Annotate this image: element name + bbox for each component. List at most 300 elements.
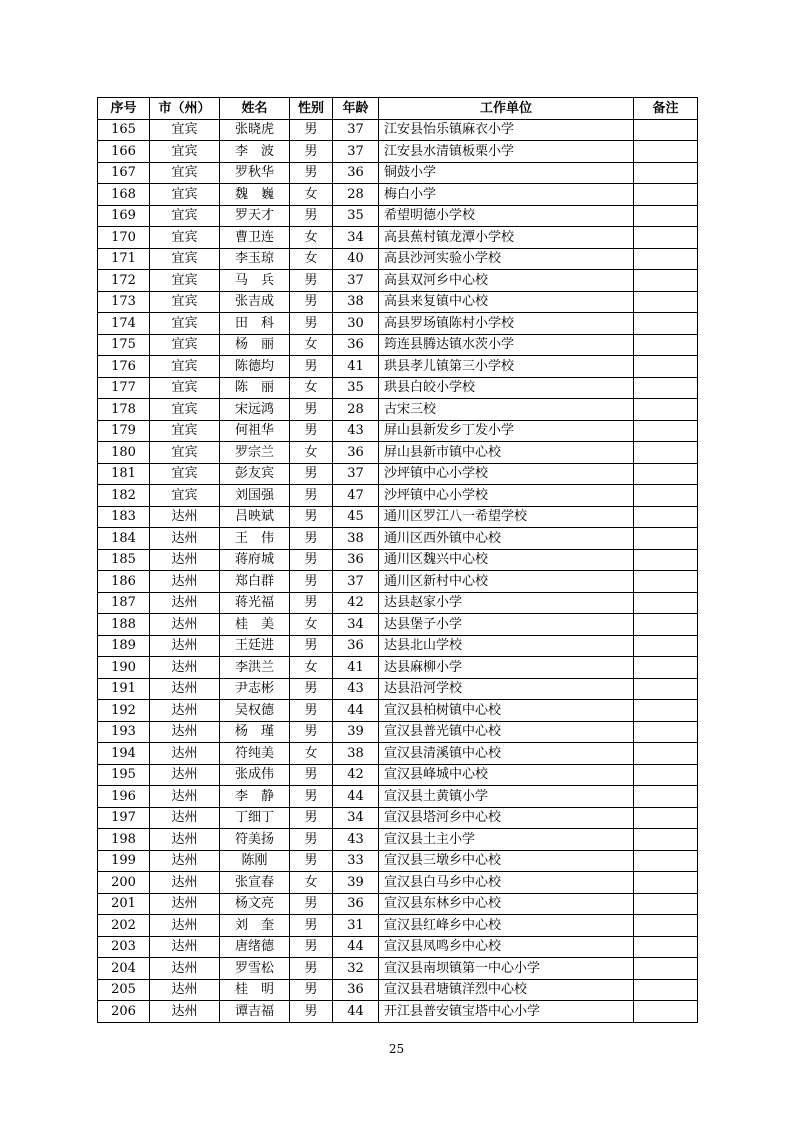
cell-remark xyxy=(634,678,698,700)
cell-unit: 高县来复镇中心校 xyxy=(379,291,634,313)
cell-gender: 女 xyxy=(290,657,333,679)
cell-gender: 男 xyxy=(290,549,333,571)
cell-remark xyxy=(634,700,698,722)
cell-age: 36 xyxy=(333,549,379,571)
cell-no: 186 xyxy=(98,571,150,593)
cell-name: 刘 奎 xyxy=(220,915,290,937)
cell-no: 196 xyxy=(98,786,150,808)
table-row xyxy=(98,614,698,636)
cell-age: 44 xyxy=(333,700,379,722)
cell-gender: 男 xyxy=(290,119,333,141)
table-row xyxy=(98,743,698,765)
cell-name: 张晓虎 xyxy=(220,119,290,141)
cell-age: 39 xyxy=(333,872,379,894)
cell-remark xyxy=(634,291,698,313)
cell-unit: 梅白小学 xyxy=(379,184,634,206)
cell-gender: 女 xyxy=(290,872,333,894)
cell-city: 宜宾 xyxy=(150,227,220,249)
cell-name: 刘国强 xyxy=(220,485,290,507)
cell-age: 42 xyxy=(333,592,379,614)
cell-name: 罗秋华 xyxy=(220,162,290,184)
table-row xyxy=(98,205,698,227)
table-row xyxy=(98,829,698,851)
table-row xyxy=(98,721,698,743)
cell-remark xyxy=(634,764,698,786)
cell-gender: 女 xyxy=(290,442,333,464)
cell-city: 达州 xyxy=(150,979,220,1001)
cell-gender: 男 xyxy=(290,506,333,528)
table-row xyxy=(98,399,698,421)
cell-unit: 达县北山学校 xyxy=(379,635,634,657)
cell-gender: 男 xyxy=(290,270,333,292)
cell-name: 丁细丁 xyxy=(220,807,290,829)
cell-city: 达州 xyxy=(150,764,220,786)
cell-remark xyxy=(634,979,698,1001)
cell-city: 宜宾 xyxy=(150,291,220,313)
cell-city: 宜宾 xyxy=(150,205,220,227)
cell-city: 宜宾 xyxy=(150,270,220,292)
cell-no: 171 xyxy=(98,248,150,270)
cell-age: 28 xyxy=(333,184,379,206)
cell-age: 43 xyxy=(333,829,379,851)
cell-name: 张吉成 xyxy=(220,291,290,313)
cell-age: 43 xyxy=(333,420,379,442)
cell-gender: 男 xyxy=(290,764,333,786)
cell-name: 罗天才 xyxy=(220,205,290,227)
cell-remark xyxy=(634,248,698,270)
cell-no: 191 xyxy=(98,678,150,700)
cell-unit: 珙县孝儿镇第三小学校 xyxy=(379,356,634,378)
table-row xyxy=(98,119,698,141)
cell-name: 罗宗兰 xyxy=(220,442,290,464)
cell-remark xyxy=(634,872,698,894)
cell-gender: 男 xyxy=(290,592,333,614)
cell-age: 34 xyxy=(333,807,379,829)
cell-remark xyxy=(634,162,698,184)
cell-name: 李玉琼 xyxy=(220,248,290,270)
cell-no: 170 xyxy=(98,227,150,249)
cell-gender: 男 xyxy=(290,356,333,378)
cell-city: 达州 xyxy=(150,807,220,829)
cell-remark xyxy=(634,592,698,614)
cell-gender: 女 xyxy=(290,184,333,206)
cell-unit: 通川区新村中心校 xyxy=(379,571,634,593)
cell-unit: 宣汉县柏树镇中心校 xyxy=(379,700,634,722)
cell-name: 彭友宾 xyxy=(220,463,290,485)
cell-age: 32 xyxy=(333,958,379,980)
cell-unit: 高县罗场镇陈村小学校 xyxy=(379,313,634,335)
cell-remark xyxy=(634,399,698,421)
cell-no: 189 xyxy=(98,635,150,657)
cell-remark xyxy=(634,850,698,872)
table-row xyxy=(98,291,698,313)
cell-name: 桂 美 xyxy=(220,614,290,636)
cell-city: 宜宾 xyxy=(150,313,220,335)
cell-city: 达州 xyxy=(150,614,220,636)
cell-no: 198 xyxy=(98,829,150,851)
cell-no: 203 xyxy=(98,936,150,958)
cell-age: 41 xyxy=(333,356,379,378)
cell-no: 204 xyxy=(98,958,150,980)
cell-gender: 男 xyxy=(290,162,333,184)
cell-gender: 男 xyxy=(290,313,333,335)
cell-name: 陈德均 xyxy=(220,356,290,378)
page-number: 25 xyxy=(388,1042,405,1056)
cell-city: 达州 xyxy=(150,936,220,958)
cell-city: 达州 xyxy=(150,678,220,700)
cell-unit: 高县蕉村镇龙潭小学校 xyxy=(379,227,634,249)
cell-age: 42 xyxy=(333,764,379,786)
cell-unit: 古宋三校 xyxy=(379,399,634,421)
cell-age: 34 xyxy=(333,227,379,249)
cell-remark xyxy=(634,528,698,550)
table-row xyxy=(98,958,698,980)
cell-gender: 男 xyxy=(290,979,333,1001)
cell-no: 193 xyxy=(98,721,150,743)
table-row xyxy=(98,592,698,614)
cell-remark xyxy=(634,635,698,657)
cell-unit: 宣汉县凤鸣乡中心校 xyxy=(379,936,634,958)
cell-no: 174 xyxy=(98,313,150,335)
cell-name: 曹卫连 xyxy=(220,227,290,249)
cell-age: 37 xyxy=(333,141,379,163)
table-row xyxy=(98,162,698,184)
table-row xyxy=(98,313,698,335)
cell-city: 达州 xyxy=(150,700,220,722)
table-row xyxy=(98,936,698,958)
cell-age: 34 xyxy=(333,614,379,636)
cell-name: 杨文亮 xyxy=(220,893,290,915)
cell-unit: 沙坪镇中心小学校 xyxy=(379,463,634,485)
cell-gender: 男 xyxy=(290,291,333,313)
cell-age: 44 xyxy=(333,786,379,808)
cell-age: 36 xyxy=(333,442,379,464)
cell-no: 178 xyxy=(98,399,150,421)
table-row xyxy=(98,270,698,292)
cell-remark xyxy=(634,119,698,141)
cell-no: 183 xyxy=(98,506,150,528)
table-row xyxy=(98,356,698,378)
cell-unit: 沙坪镇中心小学校 xyxy=(379,485,634,507)
header-no: 序号 xyxy=(98,98,150,120)
cell-gender: 男 xyxy=(290,829,333,851)
cell-age: 38 xyxy=(333,528,379,550)
cell-remark xyxy=(634,893,698,915)
cell-age: 28 xyxy=(333,399,379,421)
cell-city: 达州 xyxy=(150,829,220,851)
cell-age: 36 xyxy=(333,334,379,356)
table-row xyxy=(98,678,698,700)
table-row xyxy=(98,227,698,249)
cell-no: 192 xyxy=(98,700,150,722)
cell-city: 达州 xyxy=(150,958,220,980)
cell-name: 符纯美 xyxy=(220,743,290,765)
cell-gender: 男 xyxy=(290,1001,333,1023)
cell-remark xyxy=(634,721,698,743)
cell-no: 182 xyxy=(98,485,150,507)
cell-name: 王廷进 xyxy=(220,635,290,657)
table-row xyxy=(98,807,698,829)
cell-age: 37 xyxy=(333,463,379,485)
teacher-list-table xyxy=(97,97,698,1023)
cell-unit: 达县麻柳小学 xyxy=(379,657,634,679)
cell-name: 张宣春 xyxy=(220,872,290,894)
cell-gender: 男 xyxy=(290,786,333,808)
cell-unit: 屏山县新发乡丁发小学 xyxy=(379,420,634,442)
cell-no: 184 xyxy=(98,528,150,550)
table-row xyxy=(98,635,698,657)
cell-name: 魏 巍 xyxy=(220,184,290,206)
cell-age: 44 xyxy=(333,1001,379,1023)
cell-unit: 通川区罗江八一希望学校 xyxy=(379,506,634,528)
cell-age: 37 xyxy=(333,119,379,141)
cell-no: 173 xyxy=(98,291,150,313)
cell-unit: 铜鼓小学 xyxy=(379,162,634,184)
cell-unit: 珙县白皎小学校 xyxy=(379,377,634,399)
cell-gender: 女 xyxy=(290,334,333,356)
cell-name: 杨 瑾 xyxy=(220,721,290,743)
cell-gender: 男 xyxy=(290,141,333,163)
cell-city: 达州 xyxy=(150,786,220,808)
table-row xyxy=(98,184,698,206)
cell-name: 张成伟 xyxy=(220,764,290,786)
cell-unit: 高县双河乡中心校 xyxy=(379,270,634,292)
cell-city: 达州 xyxy=(150,592,220,614)
cell-city: 达州 xyxy=(150,915,220,937)
cell-city: 宜宾 xyxy=(150,442,220,464)
cell-city: 宜宾 xyxy=(150,485,220,507)
cell-gender: 男 xyxy=(290,958,333,980)
cell-unit: 宣汉县塔河乡中心校 xyxy=(379,807,634,829)
table-row xyxy=(98,463,698,485)
cell-unit: 开江县普安镇宝塔中心小学 xyxy=(379,1001,634,1023)
cell-no: 190 xyxy=(98,657,150,679)
cell-name: 尹志彬 xyxy=(220,678,290,700)
cell-age: 36 xyxy=(333,893,379,915)
cell-unit: 宣汉县三墩乡中心校 xyxy=(379,850,634,872)
cell-unit: 宣汉县君塘镇洋烈中心校 xyxy=(379,979,634,1001)
cell-age: 31 xyxy=(333,915,379,937)
table-row xyxy=(98,1001,698,1023)
cell-no: 202 xyxy=(98,915,150,937)
cell-city: 宜宾 xyxy=(150,141,220,163)
cell-age: 40 xyxy=(333,248,379,270)
cell-city: 达州 xyxy=(150,549,220,571)
cell-city: 达州 xyxy=(150,657,220,679)
cell-gender: 男 xyxy=(290,678,333,700)
cell-remark xyxy=(634,1001,698,1023)
cell-name: 王 伟 xyxy=(220,528,290,550)
table-row xyxy=(98,764,698,786)
cell-remark xyxy=(634,657,698,679)
cell-remark xyxy=(634,141,698,163)
cell-city: 达州 xyxy=(150,571,220,593)
cell-remark xyxy=(634,915,698,937)
cell-gender: 男 xyxy=(290,571,333,593)
table-row xyxy=(98,377,698,399)
cell-remark xyxy=(634,420,698,442)
cell-remark xyxy=(634,485,698,507)
cell-no: 165 xyxy=(98,119,150,141)
cell-gender: 女 xyxy=(290,227,333,249)
table-header-row xyxy=(98,98,698,120)
cell-no: 167 xyxy=(98,162,150,184)
cell-remark xyxy=(634,829,698,851)
cell-age: 33 xyxy=(333,850,379,872)
cell-gender: 男 xyxy=(290,399,333,421)
cell-gender: 女 xyxy=(290,743,333,765)
cell-city: 达州 xyxy=(150,893,220,915)
cell-remark xyxy=(634,936,698,958)
table-row xyxy=(98,979,698,1001)
header-name: 姓名 xyxy=(220,98,290,120)
cell-city: 达州 xyxy=(150,528,220,550)
table-row xyxy=(98,528,698,550)
cell-city: 宜宾 xyxy=(150,356,220,378)
cell-remark xyxy=(634,614,698,636)
cell-name: 田 科 xyxy=(220,313,290,335)
cell-age: 45 xyxy=(333,506,379,528)
table-row xyxy=(98,141,698,163)
cell-gender: 男 xyxy=(290,893,333,915)
cell-remark xyxy=(634,227,698,249)
cell-unit: 高县沙河实验小学校 xyxy=(379,248,634,270)
cell-unit: 宣汉县东林乡中心校 xyxy=(379,893,634,915)
cell-unit: 宣汉县白马乡中心校 xyxy=(379,872,634,894)
table-row xyxy=(98,442,698,464)
cell-no: 188 xyxy=(98,614,150,636)
cell-name: 李洪兰 xyxy=(220,657,290,679)
cell-name: 吕映斌 xyxy=(220,506,290,528)
table-row xyxy=(98,700,698,722)
cell-no: 175 xyxy=(98,334,150,356)
cell-name: 谭吉福 xyxy=(220,1001,290,1023)
header-city: 市（州） xyxy=(150,98,220,120)
cell-name: 宋远鸿 xyxy=(220,399,290,421)
cell-name: 李 波 xyxy=(220,141,290,163)
table-row xyxy=(98,549,698,571)
cell-gender: 男 xyxy=(290,850,333,872)
cell-age: 37 xyxy=(333,571,379,593)
table-row xyxy=(98,872,698,894)
cell-gender: 女 xyxy=(290,614,333,636)
cell-no: 206 xyxy=(98,1001,150,1023)
header-remark: 备注 xyxy=(634,98,698,120)
cell-no: 197 xyxy=(98,807,150,829)
cell-gender: 男 xyxy=(290,936,333,958)
table-row xyxy=(98,485,698,507)
cell-no: 195 xyxy=(98,764,150,786)
cell-age: 35 xyxy=(333,205,379,227)
cell-age: 37 xyxy=(333,270,379,292)
cell-name: 罗雪松 xyxy=(220,958,290,980)
cell-no: 187 xyxy=(98,592,150,614)
cell-no: 169 xyxy=(98,205,150,227)
cell-gender: 女 xyxy=(290,377,333,399)
cell-unit: 宣汉县土黄镇小学 xyxy=(379,786,634,808)
cell-name: 桂 明 xyxy=(220,979,290,1001)
cell-no: 185 xyxy=(98,549,150,571)
cell-unit: 希望明德小学校 xyxy=(379,205,634,227)
cell-unit: 宣汉县土主小学 xyxy=(379,829,634,851)
cell-unit: 达县沿河学校 xyxy=(379,678,634,700)
cell-age: 36 xyxy=(333,979,379,1001)
cell-unit: 通川区西外镇中心校 xyxy=(379,528,634,550)
cell-age: 36 xyxy=(333,162,379,184)
cell-city: 宜宾 xyxy=(150,399,220,421)
header-age: 年龄 xyxy=(333,98,379,120)
cell-gender: 女 xyxy=(290,248,333,270)
cell-name: 符美扬 xyxy=(220,829,290,851)
cell-no: 194 xyxy=(98,743,150,765)
cell-name: 陈 丽 xyxy=(220,377,290,399)
cell-age: 43 xyxy=(333,678,379,700)
cell-unit: 宣汉县红峰乡中心校 xyxy=(379,915,634,937)
cell-remark xyxy=(634,549,698,571)
cell-remark xyxy=(634,270,698,292)
cell-age: 41 xyxy=(333,657,379,679)
cell-gender: 男 xyxy=(290,807,333,829)
cell-age: 47 xyxy=(333,485,379,507)
cell-age: 36 xyxy=(333,635,379,657)
table-row xyxy=(98,248,698,270)
cell-remark xyxy=(634,786,698,808)
cell-gender: 男 xyxy=(290,485,333,507)
cell-no: 180 xyxy=(98,442,150,464)
table-row xyxy=(98,657,698,679)
cell-city: 达州 xyxy=(150,1001,220,1023)
cell-name: 李 静 xyxy=(220,786,290,808)
cell-name: 吴权德 xyxy=(220,700,290,722)
cell-name: 蒋光福 xyxy=(220,592,290,614)
cell-no: 176 xyxy=(98,356,150,378)
cell-city: 达州 xyxy=(150,506,220,528)
cell-unit: 江安县怡乐镇麻衣小学 xyxy=(379,119,634,141)
cell-city: 宜宾 xyxy=(150,420,220,442)
cell-age: 38 xyxy=(333,743,379,765)
table-row xyxy=(98,571,698,593)
cell-no: 201 xyxy=(98,893,150,915)
cell-remark xyxy=(634,571,698,593)
table-row xyxy=(98,334,698,356)
cell-no: 199 xyxy=(98,850,150,872)
cell-city: 宜宾 xyxy=(150,377,220,399)
cell-age: 35 xyxy=(333,377,379,399)
cell-age: 30 xyxy=(333,313,379,335)
cell-city: 达州 xyxy=(150,743,220,765)
cell-remark xyxy=(634,205,698,227)
cell-unit: 江安县水清镇板栗小学 xyxy=(379,141,634,163)
cell-remark xyxy=(634,807,698,829)
cell-city: 宜宾 xyxy=(150,334,220,356)
cell-no: 166 xyxy=(98,141,150,163)
cell-city: 宜宾 xyxy=(150,248,220,270)
cell-age: 39 xyxy=(333,721,379,743)
cell-unit: 屏山县新市镇中心校 xyxy=(379,442,634,464)
cell-unit: 宣汉县南坝镇第一中心小学 xyxy=(379,958,634,980)
cell-name: 陈刚 xyxy=(220,850,290,872)
cell-city: 达州 xyxy=(150,850,220,872)
cell-city: 达州 xyxy=(150,721,220,743)
cell-gender: 男 xyxy=(290,915,333,937)
cell-remark xyxy=(634,377,698,399)
cell-city: 宜宾 xyxy=(150,463,220,485)
cell-no: 172 xyxy=(98,270,150,292)
cell-unit: 宣汉县峰城中心校 xyxy=(379,764,634,786)
table-row xyxy=(98,915,698,937)
cell-unit: 达县赵家小学 xyxy=(379,592,634,614)
cell-remark xyxy=(634,313,698,335)
